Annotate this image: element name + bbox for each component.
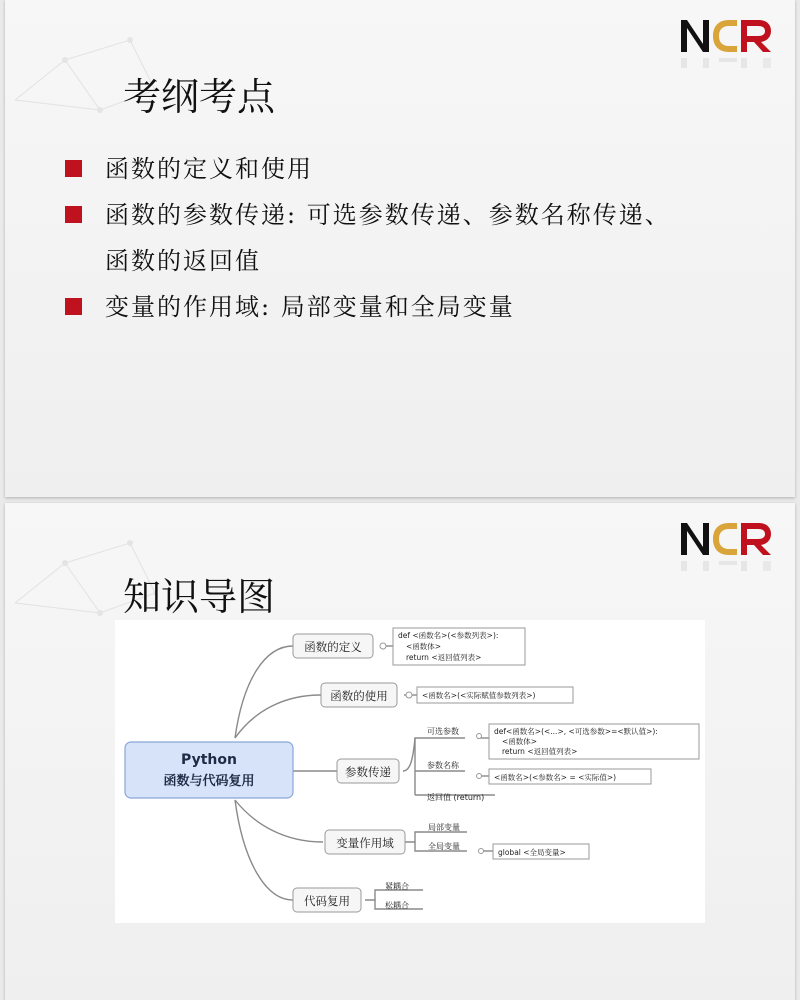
- slide-title: 知识导图: [123, 575, 276, 619]
- sub-branch-label: 返回值 (return): [427, 793, 485, 802]
- slide-title: 考纲考点: [123, 75, 276, 119]
- sub-branch-label: 可选参数: [427, 727, 459, 736]
- bullet-text: 变量的作用域: 局部变量和全局变量: [105, 293, 515, 321]
- detail-line: <函数名>(<参数名> = <实际值>): [494, 773, 617, 782]
- logo-reflection: [681, 58, 771, 68]
- bullet-square-icon: [65, 160, 82, 177]
- root-subtitle: 函数与代码复用: [163, 774, 255, 789]
- bullet-text: 函数的定义和使用: [105, 155, 313, 183]
- detail-line: global <全局变量>: [498, 848, 566, 857]
- logo-reflection: [681, 561, 771, 571]
- detail-line: return <返回值列表>: [406, 653, 482, 662]
- detail-line: def<函数名>(<...>, <可选参数>=<默认值>):: [494, 727, 658, 736]
- bullet-item: [60, 192, 770, 284]
- branch-label: 代码复用: [304, 894, 350, 908]
- sub-branch-label: 局部变量: [428, 823, 460, 832]
- detail-line: return <返回值列表>: [502, 747, 578, 756]
- mind-map-root-node: [125, 742, 293, 798]
- ncr-logo: [679, 517, 779, 579]
- sub-branch-label: 参数名称: [427, 761, 459, 770]
- collapse-dot-icon: [477, 774, 482, 779]
- sub-branch-label: 紧耦合: [385, 882, 409, 891]
- branch-function-usage: [321, 683, 573, 707]
- collapse-dot-icon: [479, 849, 484, 854]
- bullet-text-continuation: 函数的返回值: [105, 247, 261, 275]
- detail-line: <函数体>: [406, 642, 442, 651]
- bullet-item: [60, 146, 770, 192]
- detail-line: <函数名>(<实际赋值参数列表>): [422, 691, 536, 700]
- bullet-text: 函数的参数传递: 可选参数传递、参数名称传递、: [105, 201, 671, 229]
- bullet-square-icon: [65, 206, 82, 223]
- bullet-square-icon: [65, 298, 82, 315]
- mind-map: [115, 620, 705, 923]
- detail-line: <函数体>: [502, 737, 538, 746]
- collapse-dot-icon: [380, 643, 386, 649]
- branch-parameter-passing: [337, 724, 699, 802]
- branch-label: 变量作用域: [336, 836, 394, 850]
- branch-label: 函数的定义: [304, 640, 362, 654]
- sub-branch-label: 松耦合: [385, 901, 409, 910]
- slide-exam-points: [5, 0, 795, 497]
- branch-variable-scope: [325, 822, 589, 859]
- detail-line: def <函数名>(<参数列表>):: [398, 631, 499, 640]
- branch-label: 参数传递: [345, 765, 391, 779]
- slide-knowledge-map: [5, 503, 795, 1000]
- bullet-item: [60, 284, 770, 330]
- collapse-dot-icon: [477, 734, 482, 739]
- branch-label: 函数的使用: [330, 689, 388, 703]
- branch-function-definition: [293, 628, 525, 665]
- branch-code-reuse: [293, 881, 409, 912]
- ncr-logo: [679, 14, 779, 76]
- collapse-dot-icon: [406, 692, 412, 698]
- sub-branch-label: 全局变量: [428, 842, 460, 851]
- bullet-list: [60, 146, 770, 330]
- root-title: Python: [181, 752, 237, 768]
